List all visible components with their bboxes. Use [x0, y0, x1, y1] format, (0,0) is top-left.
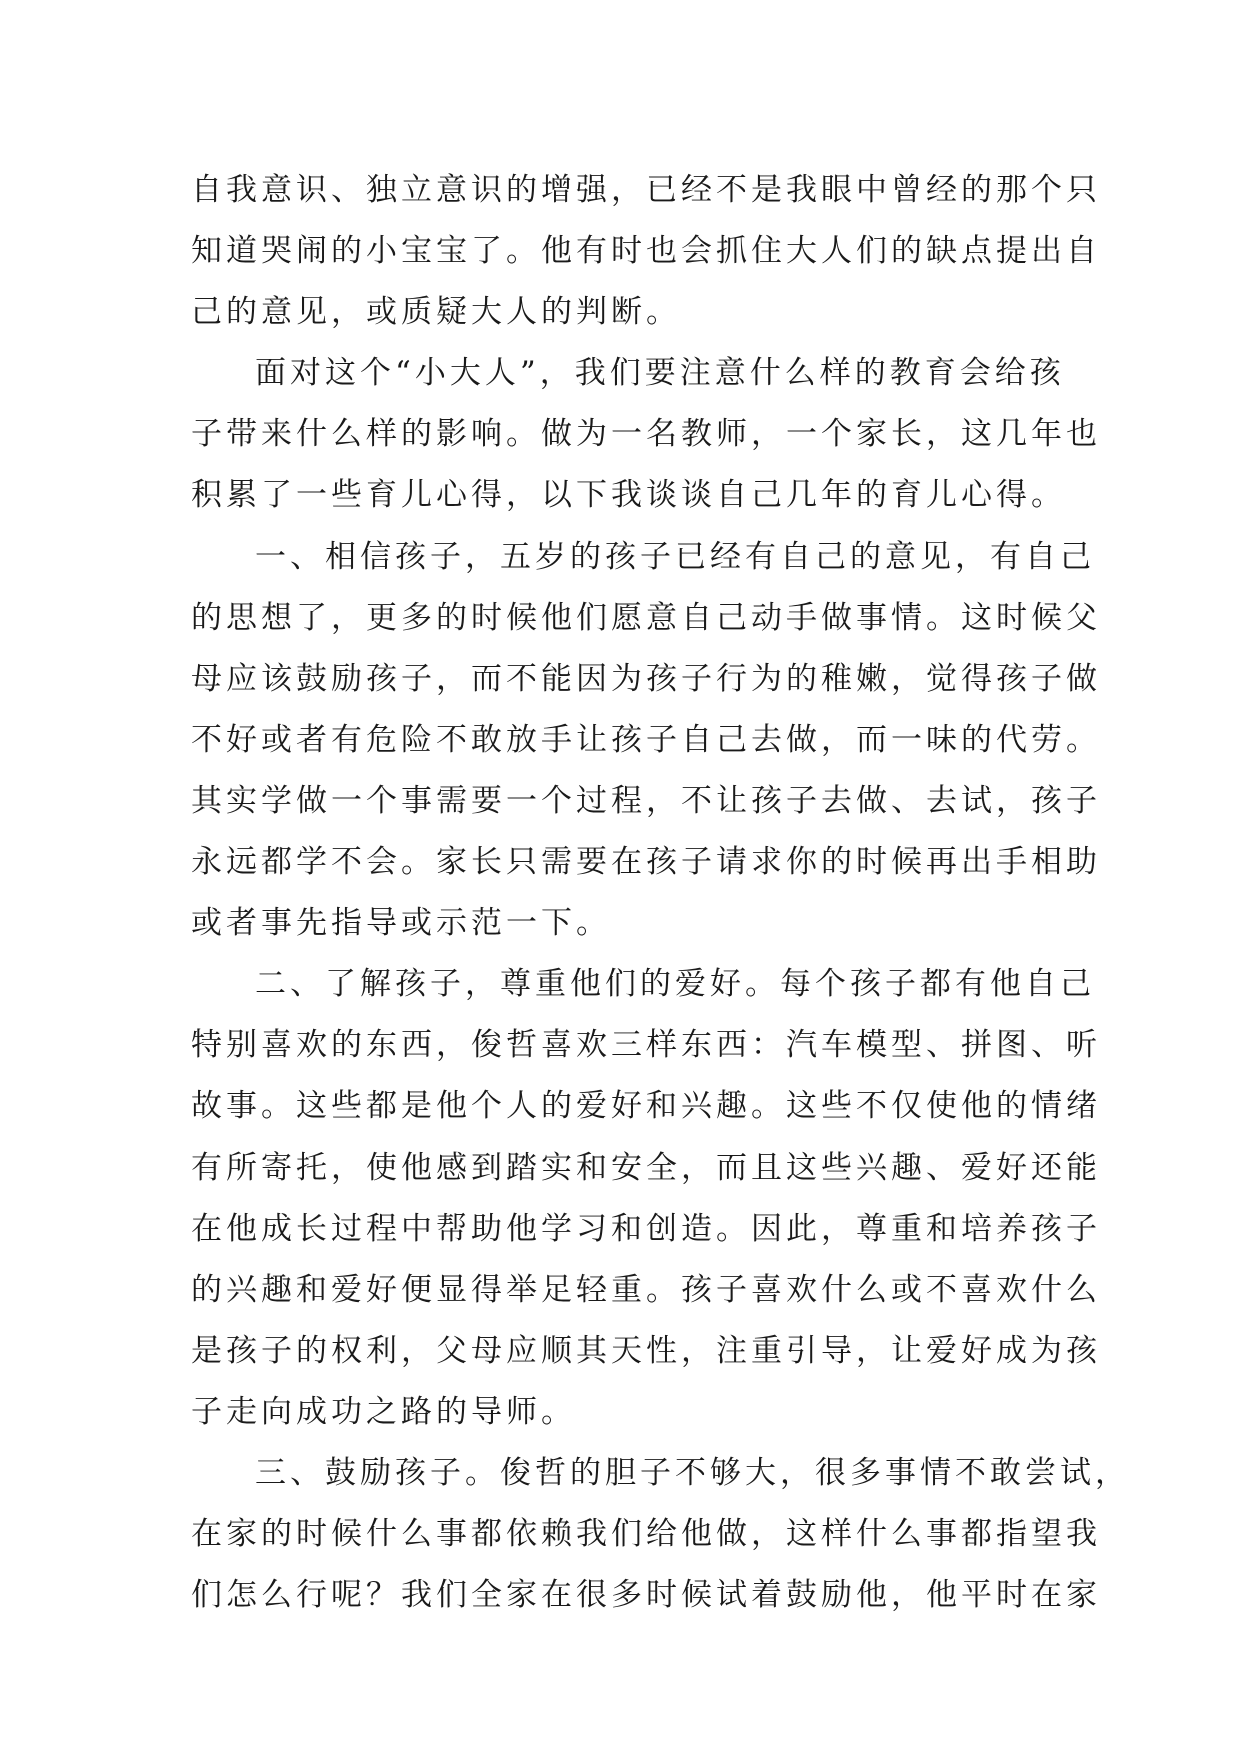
text-line: 的思想了，更多的时候他们愿意自己动手做事情。这时候父 [191, 599, 1101, 636]
text-line: 其实学做一个事需要一个过程，不让孩子去做、去试，孩子 [191, 782, 1101, 819]
text-line: 母应该鼓励孩子，而不能因为孩子行为的稚嫩，觉得孩子做 [191, 660, 1101, 697]
paragraph [191, 160, 1101, 343]
paragraph [191, 954, 1101, 1443]
text-line: 子带来什么样的影响。做为一名教师，一个家长，这几年也 [191, 416, 1101, 453]
text-line: 己的意见，或质疑大人的判断。 [191, 294, 681, 331]
text-line: 子走向成功之路的导师。 [191, 1393, 576, 1430]
paragraph [191, 527, 1101, 955]
text-line: 不好或者有危险不敢放手让孩子自己去做，而一味的代劳。 [191, 721, 1101, 758]
body-text [191, 160, 1130, 1626]
paragraph [191, 1443, 1130, 1626]
text-line: 们怎么行呢？我们全家在很多时候试着鼓励他，他平时在家 [191, 1577, 1101, 1614]
text-line: 面对这个“小大人”，我们要注意什么样的教育会给孩 [255, 355, 1065, 392]
text-line: 或者事先指导或示范一下。 [191, 905, 611, 942]
paragraph [191, 343, 1101, 526]
text-line: 的兴趣和爱好便显得举足轻重。孩子喜欢什么或不喜欢什么 [191, 1271, 1101, 1308]
text-line: 知道哭闹的小宝宝了。他有时也会抓住大人们的缺点提出自 [191, 233, 1101, 270]
text-line: 是孩子的权利，父母应顺其天性，注重引导，让爱好成为孩 [191, 1332, 1101, 1369]
text-line: 自我意识、独立意识的增强，已经不是我眼中曾经的那个只 [191, 172, 1101, 208]
text-line: 在他成长过程中帮助他学习和创造。因此，尊重和培养孩子 [191, 1210, 1101, 1247]
text-line: 永远都学不会。家长只需要在孩子请求你的时候再出手相助 [191, 844, 1101, 881]
text-line: 特别喜欢的东西，俊哲喜欢三样东西：汽车模型、拼图、听 [191, 1027, 1101, 1064]
text-line: 积累了一些育儿心得，以下我谈谈自己几年的育儿心得。 [191, 477, 1066, 514]
text-line: 在家的时候什么事都依赖我们给他做，这样什么事都指望我 [191, 1516, 1101, 1553]
text-line: 有所寄托，使他感到踏实和安全，而且这些兴趣、爱好还能 [191, 1149, 1101, 1186]
text-line: 故事。这些都是他个人的爱好和兴趣。这些不仅使他的情绪 [191, 1088, 1101, 1125]
text-line: 一、相信孩子，五岁的孩子已经有自己的意见，有自己 [255, 538, 1095, 575]
text-line: 三、鼓励孩子。俊哲的胆子不够大，很多事情不敢尝试， [255, 1454, 1130, 1491]
text-line: 二、了解孩子，尊重他们的爱好。每个孩子都有他自己 [255, 966, 1095, 1003]
